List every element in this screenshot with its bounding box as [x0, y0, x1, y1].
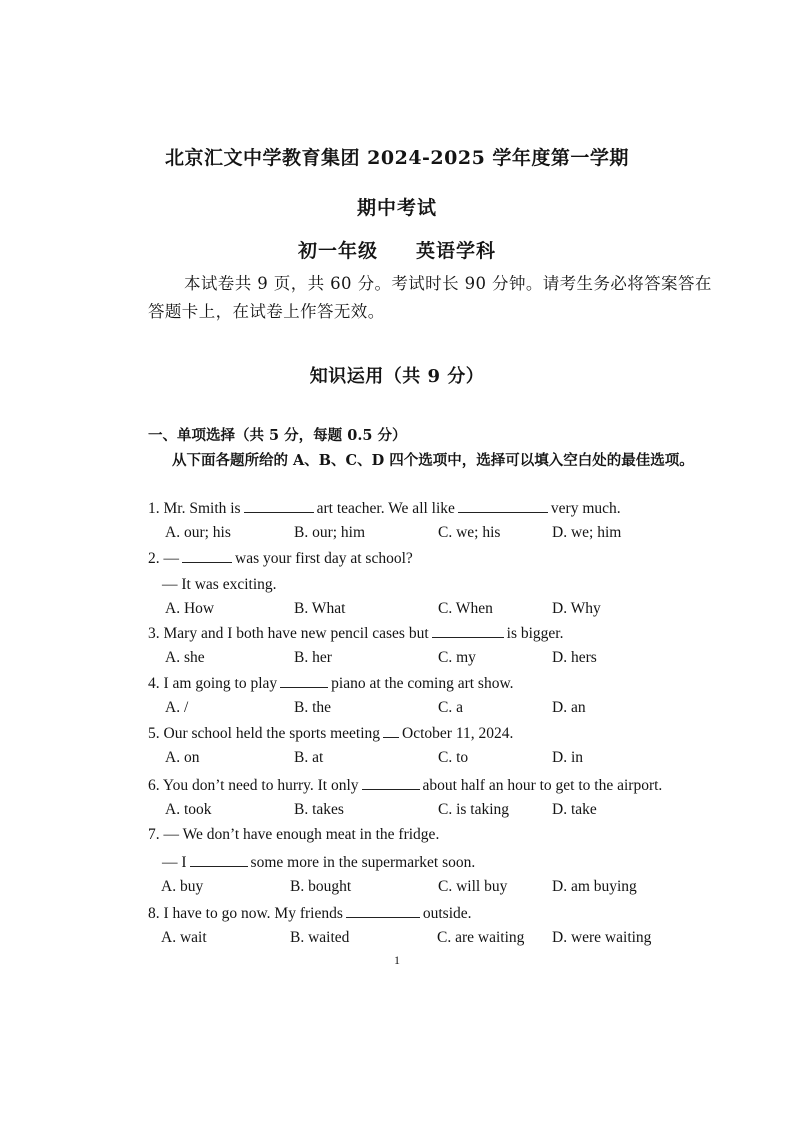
question-stem: 5. Our school held the sports meeting October 11, 2024.: [148, 725, 514, 742]
grade-subject-line: [0, 236, 794, 263]
grade-label: 初一年级: [297, 240, 378, 262]
page-number: 1: [394, 953, 400, 967]
section-title: 知识运用（共 9 分）: [309, 366, 485, 387]
option-c: C. a: [438, 699, 463, 716]
question-stem: 1. Mr. Smith is art teacher. We all like very much.: [148, 500, 621, 517]
option-b: B. bought: [290, 878, 352, 895]
options-row: [148, 600, 601, 620]
option-d: D. take: [552, 801, 597, 818]
options-row: [148, 749, 583, 769]
options-row: [148, 801, 662, 821]
option-a: A. /: [165, 699, 189, 716]
option-b: B. her: [294, 649, 332, 666]
options-row: [148, 699, 586, 719]
answer-blank: [346, 903, 420, 918]
exam-subtitle: 期中考试: [356, 197, 437, 219]
question-stem: 6. You don’t need to hurry. It only about half an hour to get to the airport.: [148, 777, 663, 794]
question-stem: 7. — We don’t have enough meat in the fridge.: [148, 826, 440, 843]
question-reply: — I some more in the supermarket soon.: [162, 854, 476, 871]
answer-blank: [182, 548, 232, 563]
option-c: C. to: [438, 749, 469, 766]
option-a: A. wait: [161, 929, 207, 946]
answer-blank: [458, 498, 548, 513]
option-b: B. our; him: [294, 524, 366, 541]
exam-title: 北京汇文中学教育集团 2024-2025 学年度第一学期: [165, 147, 629, 169]
question-2: [148, 548, 601, 620]
option-c: C. When: [438, 600, 493, 617]
answer-blank: [244, 498, 314, 513]
option-a: A. How: [165, 600, 215, 617]
option-d: D. we; him: [552, 524, 622, 541]
option-d: D. were waiting: [552, 929, 652, 946]
question-stem: 4. I am going to play piano at the coming art show.: [148, 675, 514, 692]
option-d: D. Why: [552, 600, 601, 617]
option-a: A. she: [165, 649, 205, 666]
question-stem: 3. Mary and I both have new pencil cases but is bigger.: [148, 625, 564, 642]
option-b: B. at: [294, 749, 324, 766]
option-a: A. buy: [161, 878, 204, 895]
question-4: [148, 673, 586, 719]
part-title: 一、单项选择（共 5 分，每题 0.5 分）: [148, 427, 407, 444]
answer-blank: [280, 673, 328, 688]
question-8: [148, 903, 652, 949]
option-d: D. hers: [552, 649, 597, 666]
option-a: A. took: [165, 801, 212, 818]
question-stem: 8. I have to go now. My friends outside.: [148, 905, 472, 922]
answer-blank: [432, 623, 504, 638]
option-b: B. waited: [290, 929, 350, 946]
question-5: [148, 723, 583, 769]
option-c: C. will buy: [438, 878, 508, 895]
option-a: A. our; his: [165, 524, 231, 541]
answer-blank: [362, 775, 420, 790]
option-c: C. are waiting: [437, 929, 525, 946]
option-b: B. What: [294, 600, 346, 617]
answer-blank: [383, 723, 399, 738]
options-row: [148, 878, 637, 898]
option-c: C. we; his: [438, 524, 501, 541]
option-c: C. my: [438, 649, 476, 666]
question-1: [148, 498, 621, 544]
option-a: A. on: [165, 749, 200, 766]
option-d: D. an: [552, 699, 586, 716]
exam-instructions: 本试卷共 9 页，共 60 分。考试时长 90 分钟。请考生务必将答案答在答题卡上，在试卷上作答无效。: [148, 274, 712, 321]
question-reply: — It was exciting.: [162, 576, 277, 593]
answer-blank: [190, 852, 248, 867]
option-b: B. takes: [294, 801, 344, 818]
question-7: [148, 826, 637, 898]
options-row: [148, 649, 597, 669]
question-6: [148, 775, 662, 821]
option-d: D. in: [552, 749, 583, 766]
option-d: D. am buying: [552, 878, 637, 895]
option-c: C. is taking: [438, 801, 510, 818]
subject-label: 英语学科: [416, 240, 497, 262]
part-instruction: 从下面各题所给的 A、B、C、D 四个选项中，选择可以填入空白处的最佳选项。: [172, 452, 694, 469]
options-row: [148, 524, 621, 544]
question-3: [148, 623, 597, 669]
options-row: [148, 929, 652, 949]
question-stem: 2. — was your first day at school?: [148, 550, 413, 567]
option-b: B. the: [294, 699, 332, 716]
